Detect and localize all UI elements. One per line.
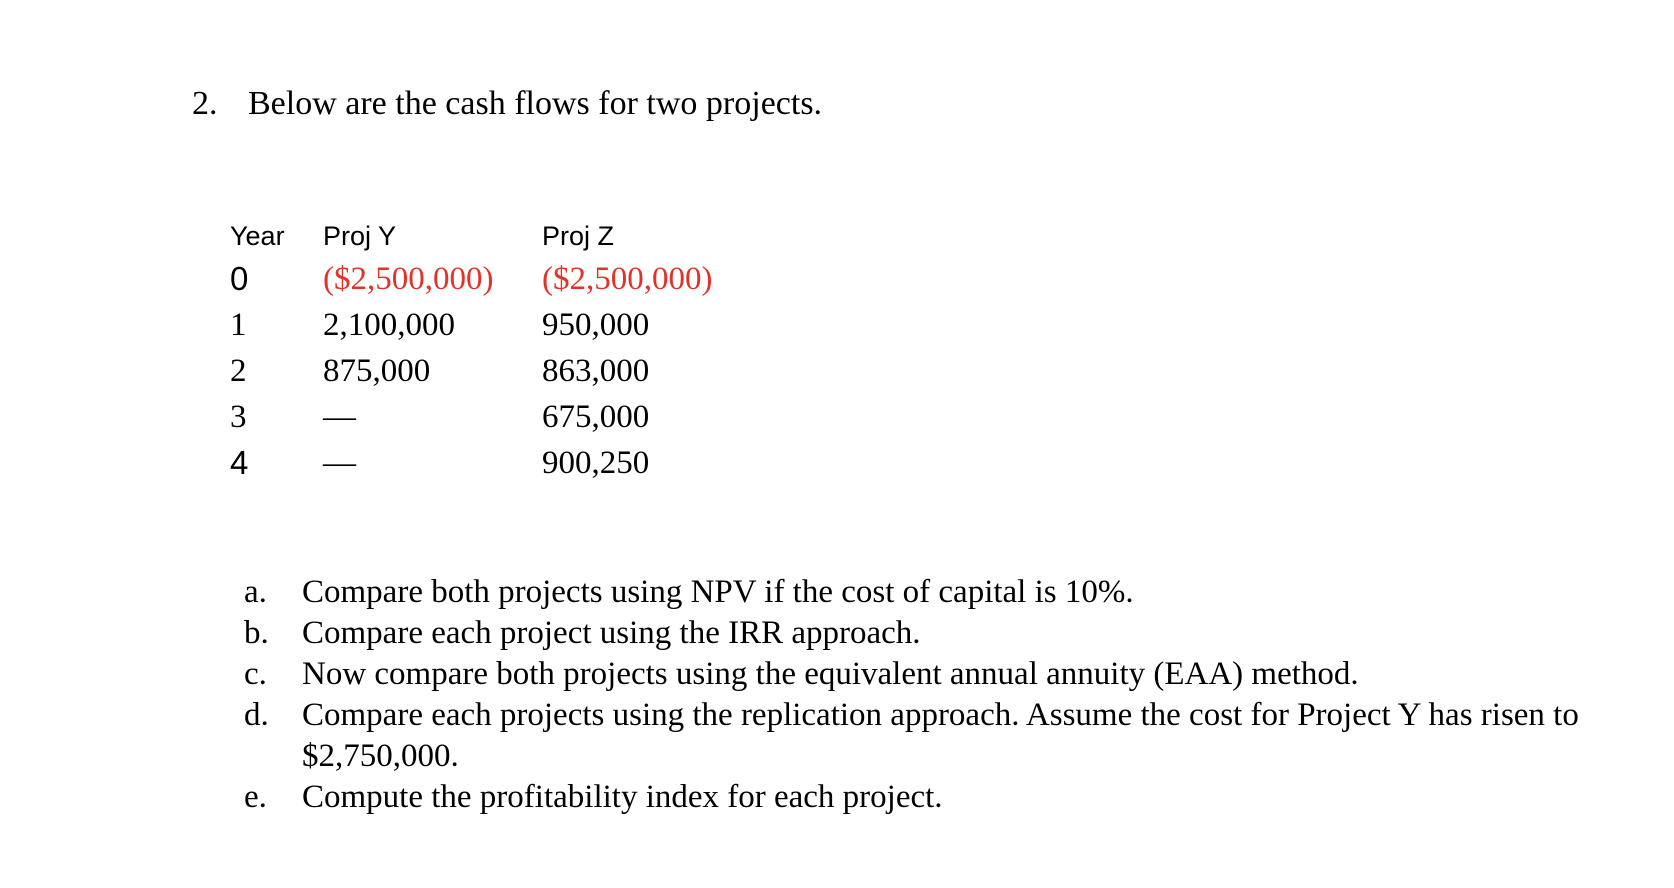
proj-y-cell: 875,000 [323,353,431,389]
proj-z-cell: 900,250 [542,445,650,481]
part-letter: c. [244,656,267,692]
list-item [244,613,1642,654]
header-year: Year [230,221,285,251]
proj-y-cell: — [323,445,356,481]
list-item [244,654,1642,695]
part-text: Compare each projects using the replication approach. Assume the cost for Project Y has risen to $2,750,000. [302,697,1579,774]
part-letter: a. [244,574,267,610]
proj-z-cell: 675,000 [542,399,650,435]
question-number: 2. [192,85,218,122]
proj-y-cell: — [323,399,356,435]
part-text: Now compare both projects using the equivalent annual annuity (EAA) method. [302,656,1359,692]
part-letter: b. [244,615,269,651]
year-cell: 1 [230,307,247,343]
list-item [244,572,1642,613]
part-text: Compare both projects using NPV if the cost of capital is 10%. [302,574,1134,610]
proj-z-cell: 950,000 [542,307,650,343]
year-cell: 0 [230,260,249,297]
part-letter: d. [244,697,269,733]
part-text: Compare each project using the IRR approach. [302,615,921,651]
header-proj-z: Proj Z [542,221,615,251]
year-cell: 4 [230,444,249,481]
proj-z-cell: 863,000 [542,353,650,389]
list-item [244,777,1642,818]
part-letter: e. [244,779,267,815]
part-text: Compute the profitability index for each project. [302,779,943,815]
proj-y-cell: 2,100,000 [323,307,455,343]
proj-y-cell: ($2,500,000) [323,261,494,297]
year-cell: 2 [230,353,247,389]
proj-z-cell: ($2,500,000) [542,261,713,297]
year-cell: 3 [230,399,247,435]
question-parts-list [244,572,1642,818]
header-proj-y: Proj Y [323,221,397,251]
question-heading [192,84,822,124]
question-text: Below are the cash flows for two projects. [248,85,823,122]
list-item [244,695,1642,777]
